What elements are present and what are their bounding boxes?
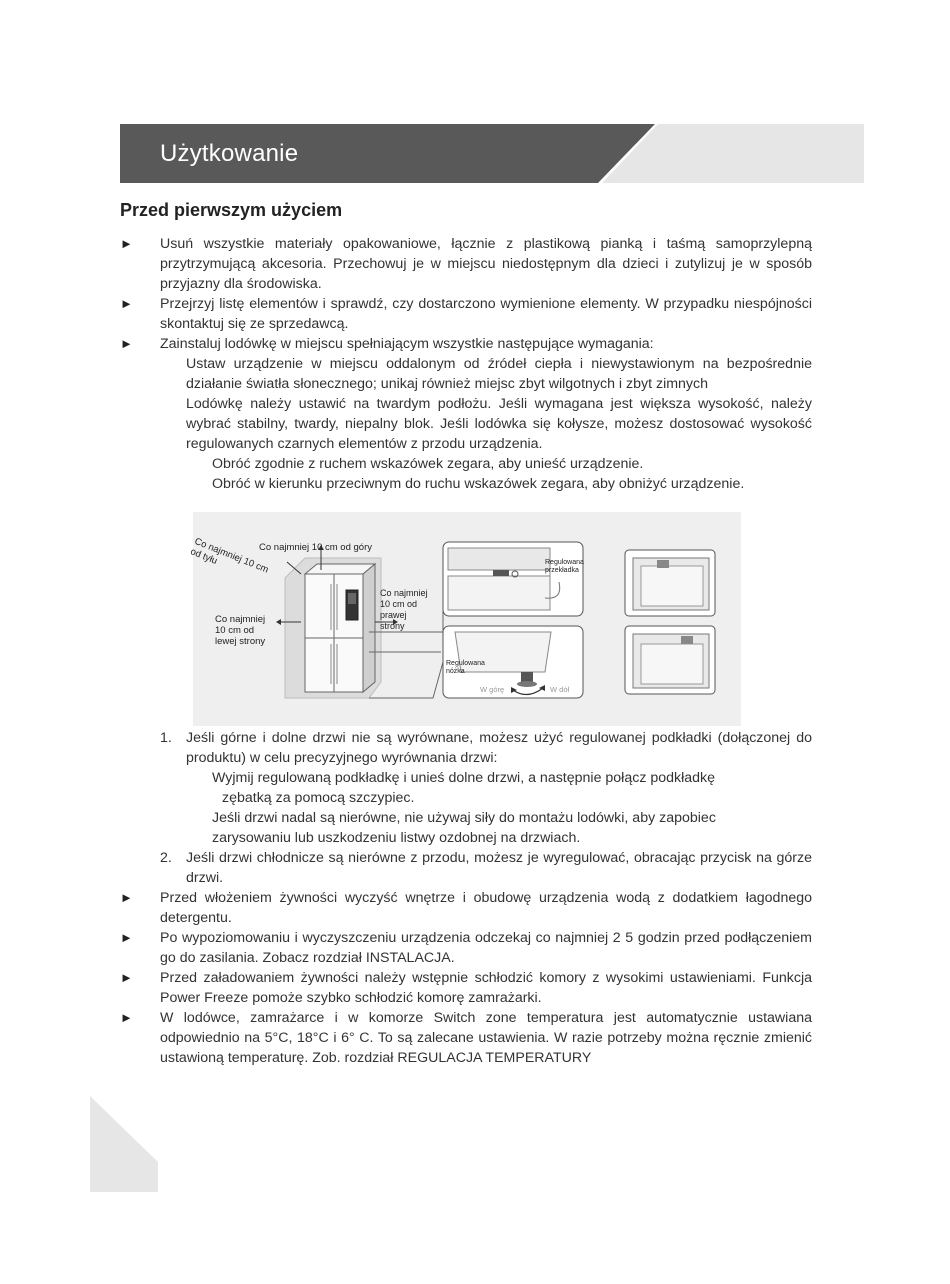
numbered-item: 2. Jeśli drzwi chłodnicze są nierówne z przodu, możesz je wyregulować, obracając przycisk na górze drzwi. [160, 850, 812, 886]
bullet-marker: ► [120, 236, 133, 251]
requirement-item: Lodówkę należy ustawić na twardym podłożu. Jeśli wymagana jest większa wysokość, należy wybrać stabilny, twardy, niepalny blok. Jeśli lodówka się kołysze, możesz dostosować wysokość regulowanych czarnych elementów z przodu urządzenia. [186, 396, 812, 452]
installation-figure [188, 512, 741, 726]
section-heading: Przed pierwszym użyciem [120, 200, 343, 220]
numbered-subitem: Wyjmij regulowaną podkładkę i unieś dolne drzwi, a następnie połącz podkładkę zębatką za pomocą szczypiec. [212, 770, 716, 806]
bullet-marker: ► [120, 930, 133, 945]
page-corner-decor [90, 1096, 160, 1197]
label-clearance-right: Co najmniej 10 cm od prawej strony [380, 588, 428, 631]
header-decor-band [588, 124, 864, 188]
numbered-subitem: Jeśli drzwi nadal są nierówne, nie używaj siły do montażu lodówki, aby zapobiec zarysowaniu lub uszkodzeniu listwy ozdobnej na drzwiach. [212, 810, 716, 846]
numbered-item: 1. Jeśli górne i dolne drzwi nie są wyrównane, możesz użyć regulowanej podkładki (dołączonej do produktu) w celu precyzyjnego wyrównania drzwi: [160, 730, 812, 766]
page-title: Użytkowanie [160, 140, 299, 167]
label-clearance-left: Co najmniej 10 cm od lewej strony [215, 614, 266, 647]
label-down: W dół [550, 685, 570, 694]
label-clearance-back: Co najmniej 10 cm od tyłu [188, 536, 270, 576]
bullet-marker: ► [120, 336, 133, 351]
bullet-marker: ► [120, 1010, 133, 1025]
content-body [120, 234, 812, 1068]
bullet-marker: ► [120, 890, 133, 905]
label-up: W górę [480, 685, 505, 694]
bullet-marker: ► [120, 970, 133, 985]
adjust-step: Obróć zgodnie z ruchem wskazówek zegara, aby unieść urządzenie. [212, 456, 644, 472]
list-item: ► Przed załadowaniem żywności należy wstępnie schłodzić komory z wysokimi ustawieniami. Funkcja Power Freeze pomoże szybko schłodzić komorę zamrażarki. [120, 970, 812, 1006]
bullet-marker: ► [120, 296, 133, 311]
label-adjustable-foot: Regulowana nóżka [446, 660, 485, 675]
item-number: 2. [160, 850, 172, 866]
list-item: ► Usuń wszystkie materiały opakowaniowe, łącznie z plastikową pianką i taśmą samoprzylepną przytrzymującą akcesoria. Przechowuj je w miejscu niedostępnym dla dzieci i zutylizuj je w sposób przyjazny dla środowiska. [120, 236, 812, 292]
label-clearance-top: Co najmniej 10 cm od góry [259, 542, 372, 553]
list-item: ► Zainstaluj lodówkę w miejscu spełniającym wszystkie następujące wymagania: [120, 336, 654, 352]
item-number: 1. [160, 730, 172, 746]
list-item: ► Po wypoziomowaniu i wyczyszczeniu urządzenia odczekaj co najmniej 2 5 godzin przed podłączeniem go do zasilania. Zobacz rozdział INSTALACJA. [120, 930, 812, 966]
adjust-step: Obróć w kierunku przeciwnym do ruchu wskazówek zegara, aby obniżyć urządzenie. [212, 476, 745, 492]
label-adjustable-washer: Regulowana przekładka [545, 559, 584, 574]
list-item: ► W lodówce, zamrażarce i w komorze Switch zone temperatura jest automatycznie ustawiana odpowiednio na 5°C, 18°C i 6° C. To są zalecane ustawienia. W razie potrzeby można ręcznie zmienić ustawioną temperaturę. Zob. rozdział REGULACJA TEMPERATURY [120, 1010, 812, 1066]
list-item: ► Przejrzyj listę elementów i sprawdź, czy dostarczono wymienione elementy. W przypadku niespójności skontaktuj się ze sprzedawcą. [120, 296, 812, 332]
requirement-item: Ustaw urządzenie w miejscu oddalonym od źródeł ciepła i niewystawionym na bezpośrednie działanie światła słonecznego; unikaj również miejsc zbyt wilgotnych i zbyt zimnych [186, 356, 812, 392]
list-item: ► Przed włożeniem żywności wyczyść wnętrze i obudowę urządzenia wodą z dodatkiem łagodnego detergentu. [120, 890, 812, 926]
